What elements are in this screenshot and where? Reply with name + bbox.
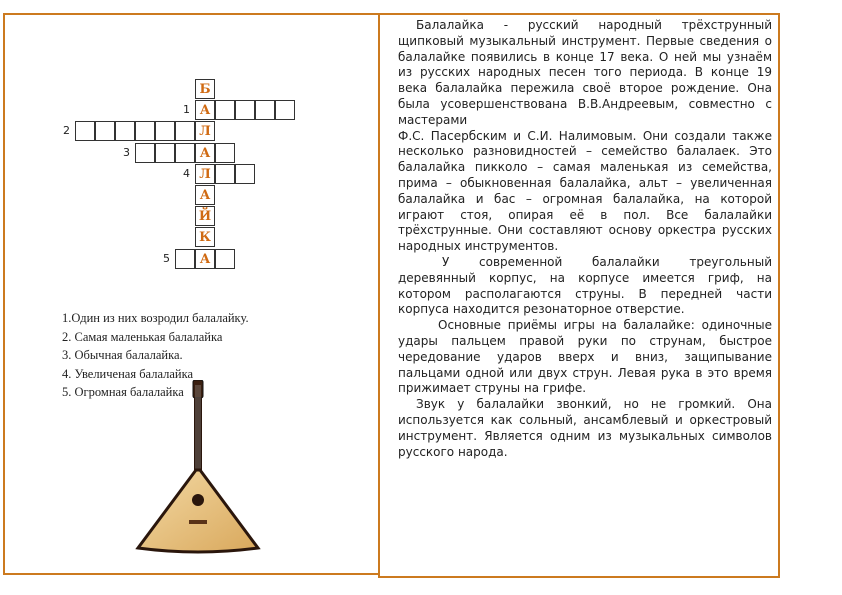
- article: [398, 18, 772, 460]
- keyword-cell: К: [195, 227, 215, 247]
- crossword-cell: [215, 143, 235, 163]
- keyword-cell: Й: [195, 206, 215, 226]
- article-paragraph: Ф.С. Пасербским и С.И. Налимовым. Они создали также несколько разновидностей – семейство балалаек. Это балалайка пикколо – самая маленькая из семейства, прима – обыкновенная балалайка, альт – увеличенная балалайка и бас – огромная балалайка, на которой играют стоя, опирая её в пол. Все балалайки трёхструнные. Они составляют основу оркестра русских народных инструментов.: [398, 128, 772, 254]
- balalaika-illustration: [133, 380, 263, 555]
- left-page: [3, 13, 397, 575]
- crossword-cell: [155, 121, 175, 141]
- clue-number: 5: [163, 251, 170, 265]
- article-paragraph: Звук у балалайки звонкий, но не громкий. Она используется как сольный, ансамблевый и оркестровый инструмент. Является одним из музыкальных символов русского народа.: [398, 397, 772, 459]
- right-page: [378, 13, 780, 578]
- clue-item: 3. Обычная балалайка.: [62, 348, 183, 362]
- keyword-cell: А: [195, 249, 215, 269]
- crossword-cell: [215, 249, 235, 269]
- crossword-cell: [95, 121, 115, 141]
- clue-number: 3: [123, 145, 130, 159]
- clue-item: 1.Один из них возродил балалайку.: [62, 311, 249, 325]
- crossword-cell: [275, 100, 295, 120]
- clue-number: 2: [63, 124, 70, 138]
- crossword-cell: [255, 100, 275, 120]
- keyword-cell: А: [195, 185, 215, 205]
- crossword-cell: [115, 121, 135, 141]
- keyword-cell: А: [195, 100, 215, 120]
- crossword-cell: [235, 164, 255, 184]
- clue-item: 4. Увеличеная балалайка: [62, 366, 194, 381]
- crossword-cell: [175, 249, 195, 269]
- clue-number: 4: [183, 166, 190, 180]
- crossword-cell: [175, 143, 195, 163]
- keyword-cell: Л: [195, 164, 215, 184]
- keyword-cell: Б: [195, 79, 215, 99]
- crossword-cell: [235, 100, 255, 120]
- clue-number: 1: [183, 103, 190, 117]
- crossword-cell: [135, 121, 155, 141]
- crossword-cell: [75, 121, 95, 141]
- clue-item: 5. Огромная балалайка: [62, 385, 184, 399]
- article-paragraph: Основные приёмы игры на балалайке: одиночные удары пальцем правой руки по струнам, быстрое чередование ударов вверх и вниз, защипывание пальцами одной или двух струн. Левая рука в это время прижимает струны на грифе.: [398, 318, 772, 396]
- article-paragraph: Балалайка - русский народный трёхструнный щипковый музыкальный инструмент. Первые сведения о балалайке появились в конце 17 века. О ней мы узнаём из русских народных песен того периода. В конце 19 века балалайка пережила своё второе рождение. Она была усовершенствована В.В.Андреевым, совместно с мастерами: [398, 18, 772, 127]
- keyword-cell: А: [195, 143, 215, 163]
- clue-item: 2. Самая маленькая балалайка: [62, 329, 223, 344]
- crossword-cell: [215, 100, 235, 120]
- crossword-cell: [155, 143, 175, 163]
- crossword-cell: [135, 143, 155, 163]
- crossword-cell: [215, 164, 235, 184]
- crossword-cell: [175, 121, 195, 141]
- article-paragraph: У современной балалайки треугольный деревянный корпус, на корпусе имеется гриф, на котором располагаются струны. В передней части корпуса находится резонаторное отверстие.: [398, 254, 772, 317]
- keyword-cell: Л: [195, 121, 215, 141]
